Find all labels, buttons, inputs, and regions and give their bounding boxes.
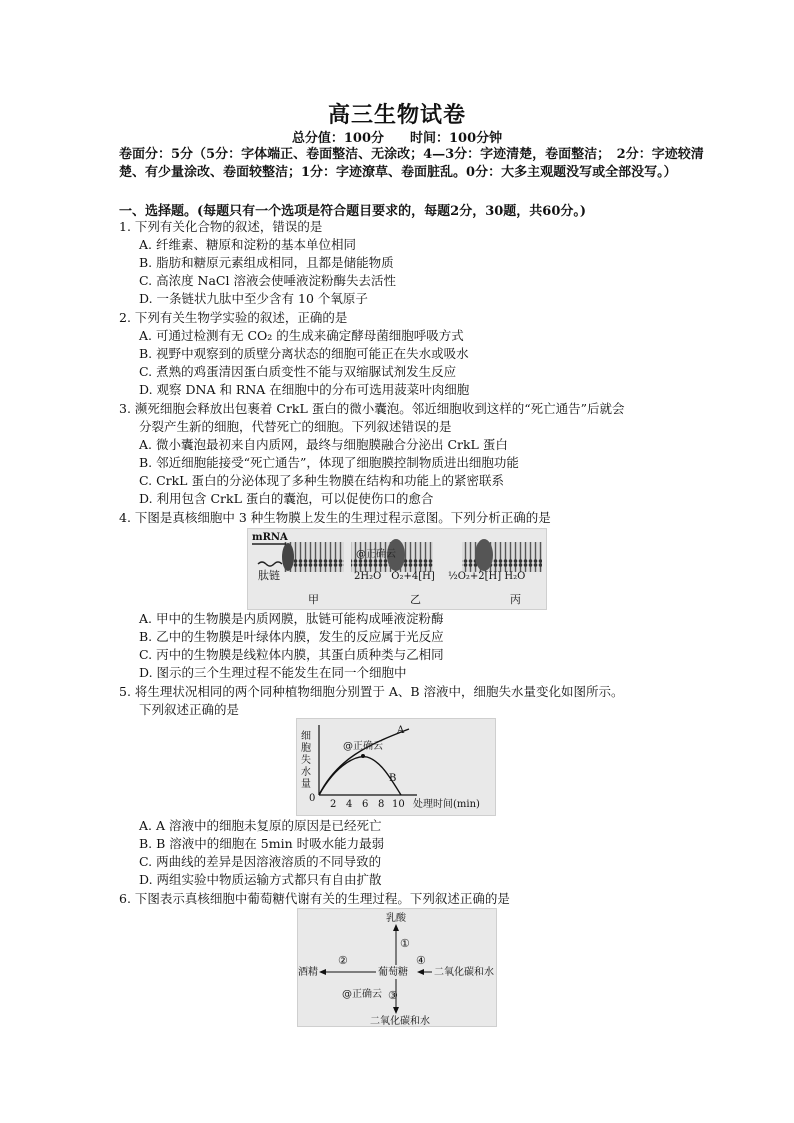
arrow-1-head <box>393 924 399 931</box>
question-1-option-c: C. 高浓度 NaCl 溶液会使唾液淀粉酶失去活性 <box>139 273 396 288</box>
question-6-stem: 6. 下图表示真核细胞中葡萄糖代谢有关的生理过程。下列叙述正确的是 <box>119 891 510 906</box>
question-5-stem-line-1: 5. 将生理状况相同的两个同种植物细胞分别置于 A、B 溶液中，细胞失水量变化如图所示。 <box>119 684 624 699</box>
process-number-2: ② <box>338 954 348 967</box>
x-tick-label: 4 <box>346 799 353 810</box>
question-3-option-c: C. CrkL 蛋白的分泌体现了多种生物膜在结构和功能上的紧密联系 <box>139 473 504 488</box>
ylabel-char: 量 <box>301 779 311 790</box>
membrane-panel-jia <box>252 542 344 572</box>
question-3-option-a: A. 微小囊泡最初来自内质网，最终与细胞膜融合分泌出 CrkL 蛋白 <box>139 437 508 452</box>
node-glucose: 葡萄糖 <box>378 967 408 978</box>
curve-a-label: A <box>397 725 405 736</box>
question-1-stem: 1. 下列有关化合物的叙述，错误的是 <box>119 219 323 234</box>
membrane-panel-yi <box>351 539 433 572</box>
x-tick-label: 2 <box>330 799 337 810</box>
question-3-option-b: B. 邻近细胞能接受“死亡通告”，体现了细胞膜控制物质进出细胞功能 <box>139 455 519 470</box>
label-bing-reaction: ½O₂+2[H] H₂O <box>448 571 526 582</box>
watermark: @正确云 <box>342 989 382 1000</box>
question-5-stem-line-2: 下列叙述正确的是 <box>139 702 240 717</box>
node-co2-water-right: 二氧化碳和水 <box>434 967 494 978</box>
arrow-3-head <box>393 1007 399 1014</box>
grading-rules: 卷面分：5分（5分：字体端正、卷面整洁、无涂改；4—3分：字迹清楚，卷面整洁； 2分：字迹较清楚、有少量涂改、卷面较整洁；1分：字迹潦草、卷面脏乱。0分：大多主观题没写或全部没写。） <box>119 147 704 180</box>
section-heading: 一、选择题。(每题只有一个选项是符合题目要求的，每题2分，30题，共60分。) <box>119 204 587 219</box>
process-number-1: ① <box>400 937 410 950</box>
membrane-panel-bing <box>462 539 542 572</box>
node-alcohol: 酒精 <box>298 967 318 978</box>
question-4-stem: 4. 下图是真核细胞中 3 种生物膜上发生的生理过程示意图。下列分析正确的是 <box>119 510 551 525</box>
exam-meta: 总分值：100分 时间：100分钟 <box>291 131 503 146</box>
question-2-option-d: D. 观察 DNA 和 RNA 在细胞中的分布可选用菠菜叶肉细胞 <box>139 382 470 397</box>
process-number-3: ③ <box>388 989 398 1002</box>
question-1-option-b: B. 脂肪和糖原元素组成相同，且都是储能物质 <box>139 255 394 270</box>
page-title: 高三生物试卷 <box>327 102 466 128</box>
x-tick-label: 6 <box>362 799 369 810</box>
x-tick-label: 8 <box>378 799 385 810</box>
question-4-option-c: C. 丙中的生物膜是线粒体内膜，其蛋白质种类与乙相同 <box>139 647 444 662</box>
curve-b-peak-point <box>361 754 365 758</box>
protein-complex-shape <box>475 539 493 571</box>
label-mrna: mRNA <box>252 532 288 543</box>
question-4-option-b: B. 乙中的生物膜是叶绿体内膜，发生的反应属于光反应 <box>139 629 444 644</box>
process-number-4: ④ <box>416 954 426 967</box>
question-5-option-b: B. B 溶液中的细胞在 5min 时吸水能力最弱 <box>139 836 385 851</box>
membrane-band <box>462 542 542 572</box>
y-axis-label <box>301 730 311 790</box>
question-3-option-d: D. 利用包含 CrkL 蛋白的囊泡，可以促使伤口的愈合 <box>139 491 434 506</box>
membrane-process-figure <box>247 528 547 610</box>
question-2-option-c: C. 煮熟的鸡蛋清因蛋白质变性不能与双缩脲试剂发生反应 <box>139 364 457 379</box>
arrow-4-head <box>417 969 424 975</box>
label-peptide: 肽链 <box>258 569 280 582</box>
peptide-chain <box>258 562 282 566</box>
panel-label-bing: 丙 <box>510 593 521 606</box>
question-2-option-a: A. 可通过检测有无 CO₂ 的生成来确定酵母菌细胞呼吸方式 <box>139 328 464 343</box>
question-1-option-d: D. 一条链状九肽中至少含有 10 个氧原子 <box>139 291 368 306</box>
question-4-option-a: A. 甲中的生物膜是内质网膜，肽链可能构成唾液淀粉酶 <box>139 611 444 626</box>
question-4-option-d: D. 图示的三个生理过程不能发生在同一个细胞中 <box>139 665 407 680</box>
arrow-2-head <box>319 969 326 975</box>
origin-label: 0 <box>309 793 316 804</box>
ylabel-char: 失 <box>301 755 311 766</box>
ylabel-char: 细 <box>301 731 311 742</box>
question-1-option-a: A. 纤维素、糖原和淀粉的基本单位相同 <box>139 237 356 252</box>
question-2-option-b: B. 视野中观察到的质壁分离状态的细胞可能正在失水或吸水 <box>139 346 469 361</box>
ylabel-char: 水 <box>301 767 311 778</box>
curve-b-label: B <box>389 773 397 784</box>
question-5-option-d: D. 两组实验中物质运输方式都只有自由扩散 <box>139 872 382 887</box>
panel-label-jia: 甲 <box>308 593 319 606</box>
label-yi-reaction: 2H₂O O₂+4[H] <box>354 571 435 582</box>
watermark: @正确云 <box>356 549 396 560</box>
question-5-option-c: C. 两曲线的差异是因溶液溶质的不同导致的 <box>139 854 382 869</box>
question-2-stem: 2. 下列有关生物学实验的叙述，正确的是 <box>119 310 348 325</box>
x-axis-label: 处理时间(min) <box>413 799 480 810</box>
question-3-stem-line-2: 分裂产生新的细胞，代替死亡的细胞。下列叙述错误的是 <box>139 419 452 434</box>
node-co2-water-bottom: 二氧化碳和水 <box>370 1016 430 1026</box>
ribosome-shape <box>282 543 294 571</box>
x-tick-label: 10 <box>392 799 405 810</box>
ylabel-char: 胞 <box>301 743 311 754</box>
water-loss-chart <box>296 718 496 816</box>
watermark: @正确云 <box>343 741 383 752</box>
question-5-option-a: A. A 溶液中的细胞未复原的原因是已经死亡 <box>139 818 382 833</box>
glucose-metabolism-diagram <box>297 908 497 1027</box>
panel-label-yi: 乙 <box>410 593 421 606</box>
question-3-stem-line-1: 3. 濒死细胞会释放出包裹着 CrkL 蛋白的微小囊泡。邻近细胞收到这样的“死亡通告”后就会 <box>119 401 625 416</box>
node-lactic-acid: 乳酸 <box>386 913 406 924</box>
